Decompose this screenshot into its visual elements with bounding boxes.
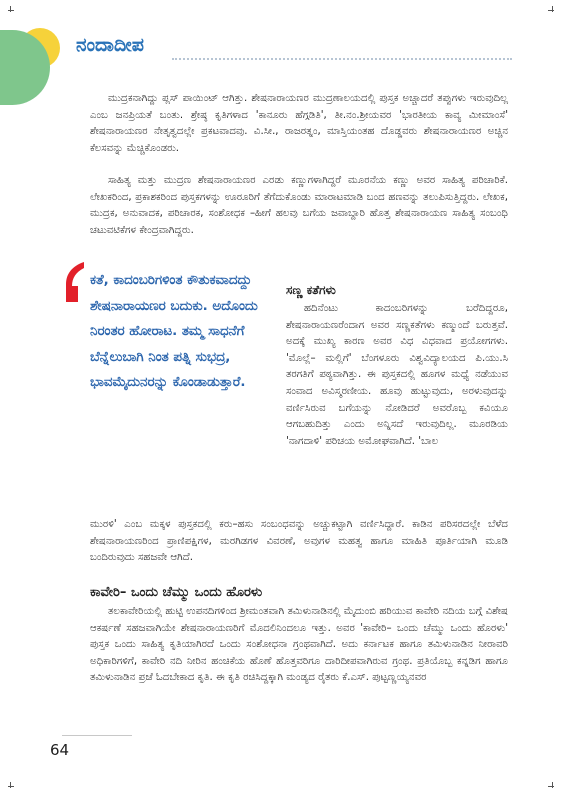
header-dotted-rule	[172, 58, 512, 60]
pull-quote: ಕತೆ, ಕಾದಂಬರಿಗಳಿಂತ ಕೌತುಕವಾದದ್ದು ಶೇಷನಾರಾಯಣರ ಬದುಕು. ಅದೊಂದು ನಿರಂತರ ಹೋರಾಟ. ತಮ್ಮ ಸಾಧನೆಗೆ ಬೆನ್ನೆಲುಬಾಗಿ ನಿಂತ ಪತ್ನಿ ಸುಭದ್ರ, ಭಾವಮೈದುನರನ್ನು ಕೊಂಡಾಡುತ್ತಾರೆ.	[90, 273, 258, 391]
open-quote-icon	[62, 260, 86, 304]
body-paragraph-5: ತಲಕಾವೇರಿಯಲ್ಲಿ ಹುಟ್ಟಿ ಉಪನದಿಗಳಿಂದ ಶ್ರೀಮಂತವಾಗಿ ತಮಿಳುನಾಡಿನಲ್ಲಿ ಮೈದುಂಬಿ ಹರಿಯುವ ಕಾವೇರಿ ನದಿಯ ಬಗ್ಗೆ ವಿಶೇಷ ಆಕರ್ಷಣೆ ಸಹಜವಾಗಿಯೇ ಶೇಷನಾರಾಯಣರಿಗೆ ಮೊದಲಿನಿಂದಲೂ ಇತ್ತು. ಅವರ 'ಕಾವೇರಿ– ಒಂದು ಚೆಮ್ಮು ಒಂದು ಹೊರಳು' ಪುಸ್ತಕ ಒಂದು ಸಾಹಿತ್ಯ ಕೃತಿಯಾಗಿರದೆ ಒಂದು ಸಂಶೋಧನಾ ಗ್ರಂಥವಾಗಿದೆ. ಅದು ಕರ್ನಾಟಕ ಹಾಗೂ ತಮಿಳುನಾಡಿನ ನೀರಾವರಿ ಅಧಿಕಾರಿಗಳಿಗೆ, ಕಾವೇರಿ ನದಿ ನೀರಿನ ಹಂಚಿಕೆಯ ಹೊಣೆ ಹೊತ್ತವರಿಗೂ ದಾರಿದೀಪವಾಗಿರುವ ಗ್ರಂಥ. ಪ್ರತಿಯೊಬ್ಬ ಕನ್ನಡಿಗ ಹಾಗೂ ತಮಿಳುನಾಡಿನ ಪ್ರಜೆ ಓದಬೇಕಾದ ಕೃತಿ. ಈ ಕೃತಿ ರಚಿಸಿದ್ದಕ್ಕಾಗಿ ಮಂಡ್ಯದ ರೈತರು ಕೆ.ಎಸ್. ಪುಟ್ಟಣ್ಣಯ್ಯನವರ	[90, 606, 508, 684]
crop-mark	[10, 6, 11, 12]
page-number: 64	[50, 741, 70, 759]
crop-mark	[548, 786, 554, 787]
crop-mark	[8, 10, 14, 11]
crop-mark	[552, 782, 553, 788]
crop-mark	[10, 782, 11, 788]
crop-mark	[552, 6, 553, 12]
section-heading-kaveri: ಕಾವೇರಿ– ಒಂದು ಚೆಮ್ಮು ಒಂದು ಹೊರಳು	[90, 585, 263, 600]
body-paragraph-1: ಮುದ್ರಕನಾಗಿದ್ದು ಪ್ಲಸ್ ಪಾಯಿಂಟ್ ಆಗಿತ್ತು. ಶೇಷನಾರಾಯಣರ ಮುದ್ರಣಾಲಯದಲ್ಲಿ ಪುಸ್ತಕ ಅಚ್ಚಾದರೆ ತಪ್ಪುಗಳು ಇರುವುದಿಲ್ಲ ಎಂಬ ಜನಪ್ರಿಯತೆ ಬಂತು. ಶ್ರೇಷ್ಠ ಕೃತಿಗಳಾದ 'ಕಾನೂರು ಹೆಗ್ಗಡಿತಿ', ತೀ.ನಂ.ಶ್ರೀಯವರ 'ಭಾರತೀಯ ಕಾವ್ಯ ಮೀಮಾಂಸೆ' ಶೇಷನಾರಾಯಣರ ನೇತೃತ್ವದಲ್ಲೇ ಪ್ರಕಟವಾದವು. ವಿ.ಸೀ., ರಾಜರತ್ನಂ, ಮಾಸ್ತಿಯಂತಹ ದೊಡ್ಡವರು ಶೇಷನಾರಾಯಣರ ಅಚ್ಚಿನ ಕೆಲಸವನ್ನು ಮೆಚ್ಚಿಕೊಂಡರು.	[90, 93, 508, 154]
footer-rule	[62, 735, 132, 736]
body-paragraph-2: ಸಾಹಿತ್ಯ ಮತ್ತು ಮುದ್ರಣ ಶೇಷನಾರಾಯಣರ ಎರಡು ಕಣ್ಣುಗಳಾಗಿದ್ದರೆ ಮೂರನೆಯ ಕಣ್ಣು ಅವರ ಸಾಹಿತ್ಯ ಪರಿಚಾರಿಕೆ. ಲೇಖಕರಿಂದ, ಪ್ರಕಾಶಕರಿಂದ ಪುಸ್ತಕಗಳನ್ನು ಊರೂರಿಗೆ ತೆಗೆದುಕೊಂಡು ಮಾರಾಟಮಾಡಿ ಬಂದ ಹಣವನ್ನು ತಲುಪಿಸುತ್ತಿದ್ದರು. ಲೇಖಕ, ಮುದ್ರಕ, ಅನುವಾದಕ, ಪರಿಚಾರಕ, ಸಂಶೋಧಕ –ಹೀಗೆ ಹಲವು ಬಗೆಯ ಜವಾಬ್ದಾರಿ ಹೊತ್ತ ಶೇಷನಾರಾಯಣ ಸಾಹಿತ್ಯ ಸಂಬಂಧಿ ಚಟುವಟಿಕೆಗಳ ಕೇಂದ್ರವಾಗಿದ್ದರು.	[90, 175, 508, 236]
section-heading-short-stories: ಸಣ್ಣ ಕತೆಗಳು	[286, 283, 336, 297]
body-paragraph-3: ಹದಿನೆಂಟು ಕಾದಂಬರಿಗಳನ್ನು ಬರೆದಿದ್ದರೂ, ಶೇಷನಾರಾಯಣರೆಂದಾಗ ಅವರ ಸಣ್ಣಕತೆಗಳು ಕಣ್ಮುಂದೆ ಬರುತ್ತವೆ. ಅದಕ್ಕೆ ಮುಖ್ಯ ಕಾರಣ ಅವರ ವಿಧ ವಿಧವಾದ ಪ್ರಯೋಗಗಳು. 'ಮೊಲ್ಲೆ– ಮಲ್ಲಿಗೆ' ಬೆಂಗಳೂರು ವಿಶ್ವವಿದ್ಯಾಲಯದ ಪಿ.ಯು.ಸಿ ತರಗತಿಗೆ ಪಠ್ಯವಾಗಿತ್ತು. ಈ ಪುಸ್ತಕದಲ್ಲಿ ಹೂಗಳ ಮಧ್ಯೆ ನಡೆಯುವ ಸಂವಾದ ಅವಿಸ್ಮರಣೀಯ. ಹೂವು ಹುಟ್ಟುವುದು, ಅರಳುವುದನ್ನು ವರ್ಣಿಸಿರುವ ಬಗೆಯನ್ನು ನೋಡಿದರೆ ಅವರೊಬ್ಬ ಕವಿಯೂ ಆಗಬಹುದಿತ್ತು ಎಂದು ಅನ್ನಿಸದೆ ಇರುವುದಿಲ್ಲ. ಮೂರಡಿಯ 'ನಾಗದಾಳಿ' ಪರಿಚಯ ಅಮೋಘವಾಗಿದೆ. 'ಬಾಲ	[286, 303, 508, 447]
body-paragraph-4: ಮುರಳಿ' ಎಂಬ ಮಕ್ಕಳ ಪುಸ್ತಕದಲ್ಲಿ ಕರು–ಹಸು ಸಂಬಂಧವನ್ನು ಅಚ್ಚುಕಟ್ಟಾಗಿ ವರ್ಣಿಸಿದ್ದಾರೆ. ಕಾಡಿನ ಪರಿಸರದಲ್ಲೇ ಬೆಳೆದ ಶೇಷನಾರಾಯಣರಿಂದ ಪ್ರಾಣಿಪಕ್ಷಿಗಳ, ಮರಗಿಡಗಳ ವಿವರಣೆ, ಅವುಗಳ ಮಹತ್ವ ಹಾಗೂ ಮಾಹಿತಿ ಪೂರ್ತಿಯಾಗಿ ಮೂಡಿ ಬಂದಿರುವುದು ಸಹಜವೇ ಆಗಿದೆ.	[90, 519, 508, 564]
crop-mark	[8, 786, 14, 787]
page-header-title: ನಂದಾದೀಪ	[76, 34, 144, 56]
crop-mark	[548, 10, 554, 11]
